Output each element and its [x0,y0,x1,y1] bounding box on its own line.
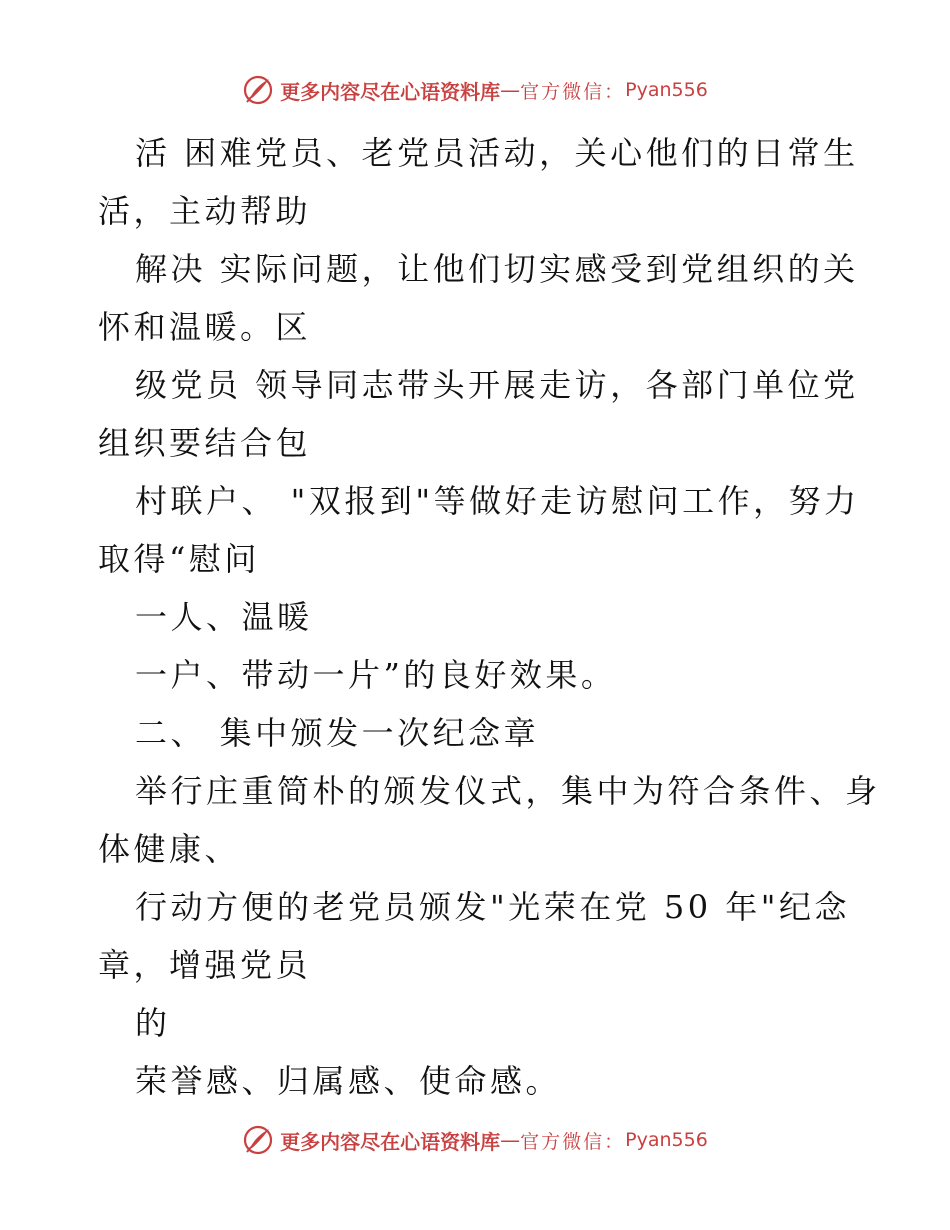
body-line: 举行庄重简朴的颁发仪式，集中为符合条件、身 [135,772,881,810]
body-line: 体健康、 [98,830,241,868]
feather-pen-seal-icon [242,74,274,106]
watermark-separator: — [500,78,521,102]
document-body [98,124,881,1110]
body-line: 一人、温暖 [135,598,313,636]
body-line: 活，主动帮助 [98,192,312,230]
watermark-brand-text: 更多内容尽在心语资料库 [280,1129,501,1154]
body-line: 的 [135,1004,171,1042]
body-line: 章，增强党员 [98,946,312,984]
watermark-wechat-id: Pyan556 [625,79,708,101]
body-line: 解决 实际问题，让他们切实感受到党组织的关 [135,250,859,288]
body-line: 怀和温暖。区 [98,308,312,346]
watermark-wechat-label: 官方微信： [520,80,626,103]
body-line: 行动方便的老党员颁发"光荣在党 50 年"纪念 [135,888,851,926]
section-heading: 二、 集中颁发一次纪念章 [135,714,540,752]
watermark-wechat-label: 官方微信： [520,1130,626,1153]
watermark-separator: — [500,1128,521,1152]
feather-pen-seal-icon [242,1124,274,1156]
footer-watermark-banner [0,1120,950,1160]
body-line: 村联户、 "双报到"等做好走访慰问工作，努力 [135,482,860,520]
body-line: 取得“慰问 [98,540,260,578]
body-line: 组织要结合包 [98,424,312,462]
header-watermark-banner [0,70,950,110]
watermark-wechat-id: Pyan556 [625,1129,708,1151]
body-line: 活 困难党员、老党员活动，关心他们的日常生 [135,134,859,172]
body-line: 荣誉感、归属感、使命感。 [135,1062,562,1100]
watermark-brand-text: 更多内容尽在心语资料库 [280,79,501,104]
body-line: 级党员 领导同志带头开展走访，各部门单位党 [135,366,859,404]
body-line: 一户、带动一片”的良好效果。 [135,656,617,694]
